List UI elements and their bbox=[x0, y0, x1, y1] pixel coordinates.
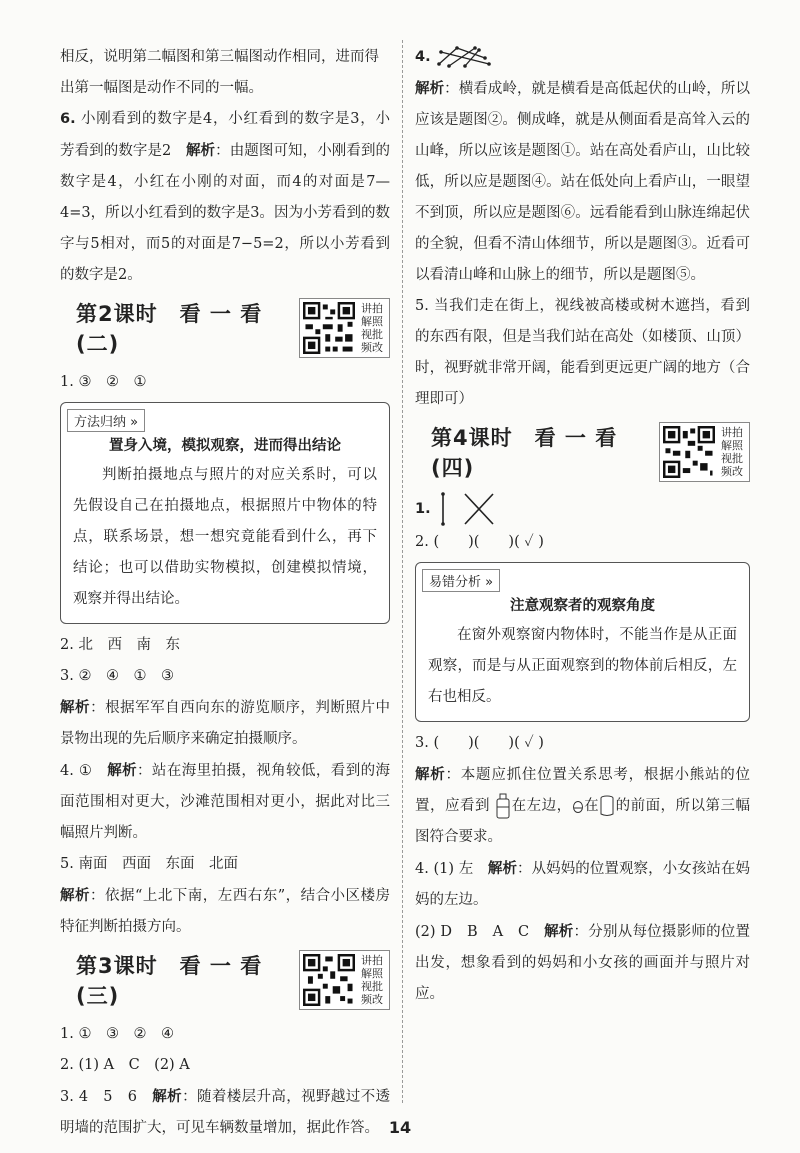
line-figures-icon bbox=[435, 491, 505, 527]
answer-line: 3. ( )( )( ✓ ) bbox=[415, 735, 544, 751]
answer-line: 相反，说明第二幅图和第三幅图动作相同，进而得 bbox=[60, 49, 379, 65]
qr-code-block[interactable] bbox=[299, 298, 390, 358]
q6-line2b: ：由题图可知，小刚看到 bbox=[215, 143, 376, 159]
q6-line4: 4=3，所以小红看到的数字是3。因为小芳看到的 bbox=[60, 205, 376, 221]
lesson-title: 第2课时 看 一 看(二) bbox=[76, 302, 263, 356]
analysis-paragraph: 4. ① 解析：站在海里拍摄，视角较低，看到的海面范围相对更大，沙滩范围相对更小，据此对比三幅照片判断。 bbox=[60, 762, 391, 841]
lesson-title: 第4课时 看 一 看(四) bbox=[431, 426, 618, 480]
analysis-label: 解析 bbox=[415, 766, 446, 783]
analysis-label: 解析 bbox=[60, 887, 90, 904]
answer-line: 2. ( )( )( ✓ ) bbox=[415, 534, 544, 550]
answer-line: 1. ① ③ ② ④ bbox=[60, 1026, 174, 1042]
qr-code-icon[interactable] bbox=[303, 954, 355, 1006]
analysis-paragraph: (2) D B A C 解析：分别从每位摄影师的位置出发，想象看到的妈妈和小女孩的画面并与照片对应。 bbox=[415, 923, 751, 1002]
answer-line: 1. bbox=[415, 491, 750, 527]
qr-label: 讲拍解照视批频改 bbox=[721, 426, 743, 478]
qr-code-block[interactable] bbox=[659, 422, 750, 482]
qr-code-icon[interactable] bbox=[303, 302, 355, 354]
error-tag: 易错分析 » bbox=[422, 569, 500, 592]
analysis-paragraph: 解析：依据“上北下南，左西右东”，结合小区楼房特征判断拍摄方向。 bbox=[60, 887, 391, 935]
analysis-paragraph: 解析：横看成岭，就是横看是高低起伏的山岭，所以应该是题图②。侧成峰，就是从侧面看是高耸入云的山峰，所以应该是题图①。站在高处看庐山，山比较低，所以应是题图④。站在低处向上看庐山，一眼望不到顶，所以应是题图⑥。远看能看到山脉连绵起伏的全貌，但看不清山体细节，所以是题图③。近看可以看清山峰和山脉上的细节，所以是题图⑤。 bbox=[415, 80, 751, 283]
page-number: 14 bbox=[388, 1118, 412, 1137]
right-column bbox=[415, 42, 750, 1010]
egg-icon bbox=[572, 799, 584, 813]
qr-label: 讲拍解照视批频改 bbox=[361, 302, 383, 354]
chevron-right-icon: » bbox=[485, 575, 494, 590]
answer-paragraph: 5. 当我们走在街上，视线被高楼或树木遮挡，看到的东西有限，但是当我们站在高处（如楼顶、山顶）时，视野就非常开阔，能看到更远更广阔的地方（合理即可） bbox=[415, 298, 750, 407]
column-divider bbox=[402, 40, 403, 1103]
q6-line6: 看到的数字是2。 bbox=[60, 236, 390, 283]
answer-line: 3. ② ④ ① ③ bbox=[60, 668, 174, 684]
left-column bbox=[60, 42, 390, 1144]
analysis-label: 解析 bbox=[60, 699, 91, 716]
analysis-label: 解析 bbox=[487, 860, 518, 877]
bottle-icon bbox=[495, 793, 511, 819]
answer-line: 1. ③ ② ① bbox=[60, 374, 147, 390]
q6-line5: 数字与5相对，而5的对面是7−5=2，所以小芳 bbox=[60, 205, 390, 252]
analysis-paragraph: 3. 4 5 6 解析：随着楼层升高，视野越过不透明墙的范围扩大，可见车辆数量增加，据此作答。 bbox=[60, 1088, 391, 1136]
method-text: 判断拍摄地点与照片的对应关系时，可以先假设自己在拍摄地点，根据照片中物体的特点，联系场景，想一想究竟能看到什么，再下结论；也可以借助实物模拟，创建模拟情境，观察并得出结论。 bbox=[73, 467, 377, 607]
q-number: 6. bbox=[60, 111, 76, 127]
qr-code-icon[interactable] bbox=[663, 426, 715, 478]
analysis-paragraph: 解析：根据军军自西向东的游览顺序，判断照片中景物出现的先后顺序来确定拍摄顺序。 bbox=[60, 699, 391, 747]
answer-line: 4. bbox=[415, 42, 750, 73]
lesson-4-header bbox=[415, 421, 750, 483]
q6-line3: 的数字是4，小红在小刚的对面，而4的对面是7— bbox=[60, 143, 391, 190]
error-text: 在窗外观察窗内物体时，不能当作是从正面观察，而是与从正面观察到的物体前后相反，左右也相反。 bbox=[428, 627, 737, 705]
analysis-label: 解析 bbox=[152, 1088, 183, 1105]
q6-line2a: 芳看到的数字是2 bbox=[60, 143, 172, 159]
cup-icon bbox=[599, 795, 615, 817]
answer-line: 出第一幅图是动作不同的一幅。 bbox=[60, 80, 263, 96]
lesson-2-header bbox=[60, 297, 390, 359]
answer-line: 2. 北 西 南 东 bbox=[60, 637, 180, 653]
error-heading: 注意观察者的观察角度 bbox=[510, 598, 655, 614]
dot-line-diagram-icon bbox=[435, 44, 495, 70]
qr-label: 讲拍解照视批频改 bbox=[361, 954, 383, 1006]
method-box bbox=[60, 402, 390, 624]
lesson-title: 第3课时 看 一 看(三) bbox=[76, 954, 263, 1008]
lesson-3-header bbox=[60, 949, 390, 1011]
chevron-right-icon: » bbox=[130, 415, 139, 430]
analysis-label: 解析 bbox=[544, 923, 574, 940]
method-heading: 置身入境，模拟观察，进而得出结论 bbox=[109, 438, 341, 454]
answer-line: 5. 南面 西面 东面 北面 bbox=[60, 856, 238, 872]
answer-line: 2. (1) A C (2) A bbox=[60, 1057, 190, 1073]
error-analysis-box bbox=[415, 562, 750, 722]
analysis-label: 解析 bbox=[415, 80, 445, 97]
q6-line1: 小刚看到的数字是4，小红看到的数字是3，小 bbox=[80, 111, 391, 127]
question-6 bbox=[60, 104, 390, 291]
method-tag: 方法归纳 » bbox=[67, 409, 145, 432]
analysis-paragraph: 4. (1) 左 解析：从妈妈的位置观察，小女孩站在妈妈的左边。 bbox=[415, 860, 751, 908]
qr-code-block[interactable] bbox=[299, 950, 390, 1010]
analysis-label: 解析 bbox=[185, 142, 216, 159]
analysis-paragraph: 解析：本题应抓住位置关系思考，根据小熊站的位置，应看到 在左边， 在 的前面，所以第三幅图符合要求。 bbox=[415, 766, 751, 845]
analysis-label: 解析 bbox=[107, 762, 138, 779]
